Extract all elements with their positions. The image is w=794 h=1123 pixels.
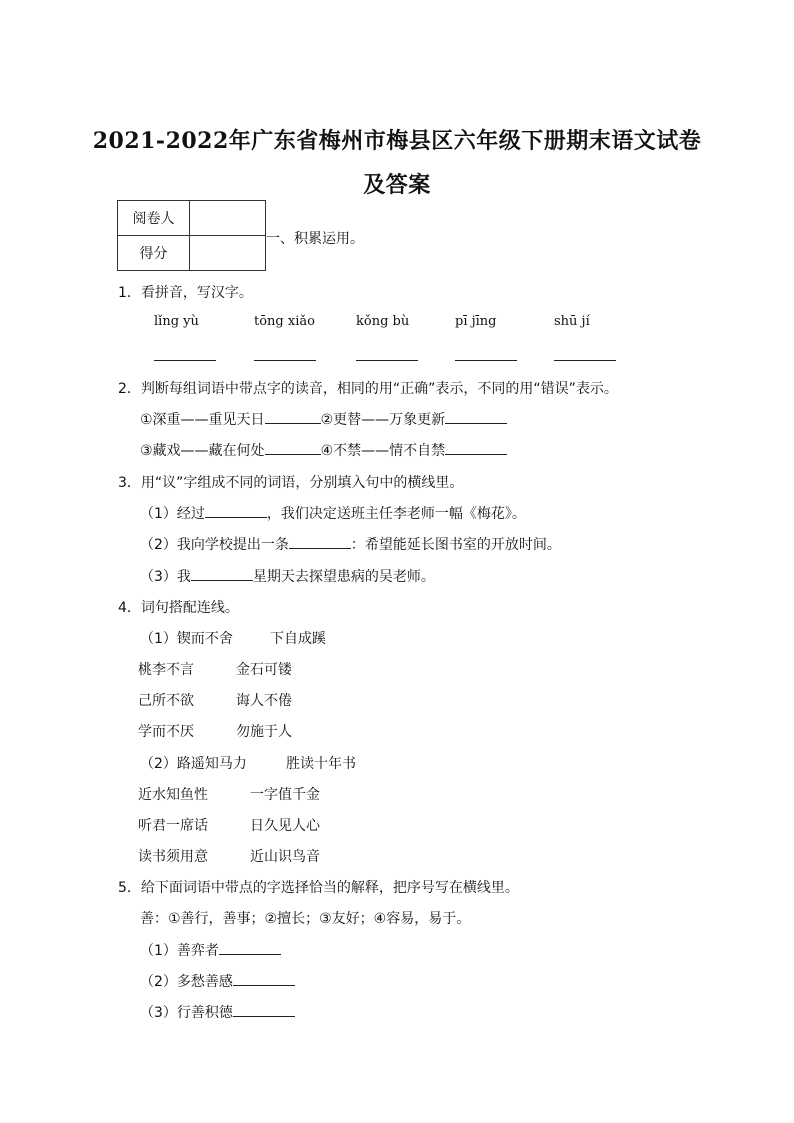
q2-item: ④不禁——情不自禁 <box>320 443 446 459</box>
document-title-line2: 及答案 <box>363 172 431 198</box>
match-right[interactable]: 诲人不倦 <box>236 693 292 709</box>
match-left[interactable]: 近水知鱼性 <box>138 787 208 803</box>
score-table <box>117 200 266 271</box>
match-right[interactable]: 下自成蹊 <box>270 631 326 647</box>
q3-text: ：希望能延长图书室的开放时间。 <box>350 537 561 553</box>
q2-prompt: 2．判断每组词语中带点字的读音，相同的用“正确”表示，不同的用“错误”表示。 <box>118 381 618 397</box>
answer-blank[interactable] <box>219 940 281 955</box>
answer-blank[interactable] <box>445 409 507 424</box>
answer-blank[interactable] <box>265 409 321 424</box>
answer-blank[interactable] <box>254 360 316 361</box>
pinyin-1: lǐng yù <box>154 314 199 329</box>
match-left[interactable]: （2）路遥知马力 <box>140 756 247 772</box>
q5-prompt: 5．给下面词语中带点的字选择恰当的解释，把序号写在横线里。 <box>118 880 519 896</box>
match-right[interactable]: 金石可镂 <box>236 662 292 678</box>
match-right[interactable]: 勿施于人 <box>236 724 292 740</box>
answer-blank[interactable] <box>356 360 418 361</box>
answer-blank[interactable] <box>233 971 295 986</box>
q5-item-1 <box>140 940 281 960</box>
q2-row-1 <box>140 409 507 429</box>
q3-sentence-2 <box>140 534 561 554</box>
match-right[interactable]: 日久见人心 <box>250 818 320 834</box>
match-right[interactable]: 胜读十年书 <box>286 756 356 772</box>
q5-definition: 善：①善行，善事；②擅长；③友好；④容易，易于。 <box>140 911 471 927</box>
match-left[interactable]: 桃李不言 <box>138 662 194 678</box>
pinyin-5: shū jí <box>554 314 590 329</box>
q3-text: （2）我向学校提出一条 <box>140 537 289 553</box>
match-right[interactable]: 一字值千金 <box>250 787 320 803</box>
q2-row-2 <box>140 440 507 460</box>
answer-blank[interactable] <box>154 360 216 361</box>
q5-text: （2）多愁善感 <box>140 974 233 990</box>
section-heading: 一、积累运用。 <box>266 231 364 247</box>
q3-sentence-3 <box>140 566 435 586</box>
reviewer-cell[interactable] <box>190 201 266 236</box>
match-left[interactable]: 学而不厌 <box>138 724 194 740</box>
q2-item: ②更替——万象更新 <box>320 412 446 428</box>
q3-prompt: 3．用“议”字组成不同的词语，分别填入句中的横线里。 <box>118 475 464 491</box>
pinyin-4: pī jīng <box>455 314 497 329</box>
q5-text: （3）行善积德 <box>140 1005 233 1021</box>
q5-item-3 <box>140 1002 295 1022</box>
answer-blank[interactable] <box>265 440 321 455</box>
match-left[interactable]: 己所不欲 <box>138 693 194 709</box>
q3-sentence-1 <box>140 503 526 523</box>
match-left[interactable]: 读书须用意 <box>138 849 208 865</box>
answer-blank[interactable] <box>455 360 517 361</box>
answer-blank[interactable] <box>445 440 507 455</box>
q5-item-2 <box>140 971 295 991</box>
q4-prompt: 4．词句搭配连线。 <box>118 600 239 616</box>
score-label: 得分 <box>118 236 190 271</box>
q2-item: ③藏戏——藏在何处 <box>140 443 265 459</box>
answer-blank[interactable] <box>233 1002 295 1017</box>
q1-prompt: 1．看拼音，写汉字。 <box>118 285 253 301</box>
q3-text: （3）我 <box>140 569 191 585</box>
q3-text: ，我们决定送班主任李老师一幅《梅花》。 <box>266 506 526 522</box>
answer-blank[interactable] <box>554 360 616 361</box>
pinyin-2: tōng xiǎo <box>254 314 315 329</box>
q5-text: （1）善弈者 <box>140 943 219 959</box>
q3-text: （1）经过 <box>140 506 205 522</box>
reviewer-label: 阅卷人 <box>118 201 190 236</box>
match-left[interactable]: 听君一席话 <box>138 818 208 834</box>
answer-blank[interactable] <box>191 566 253 581</box>
match-right[interactable]: 近山识鸟音 <box>250 849 320 865</box>
q2-item: ①深重——重见天日 <box>140 412 265 428</box>
answer-blank[interactable] <box>289 534 351 549</box>
match-left[interactable]: （1）锲而不舍 <box>140 631 233 647</box>
score-cell[interactable] <box>190 236 266 271</box>
document-title-line1: 2021-2022年广东省梅州市梅县区六年级下册期末语文试卷 <box>92 128 702 154</box>
answer-blank[interactable] <box>205 503 267 518</box>
q3-text: 星期天去探望患病的吴老师。 <box>252 569 435 585</box>
pinyin-3: kǒng bù <box>356 314 410 329</box>
